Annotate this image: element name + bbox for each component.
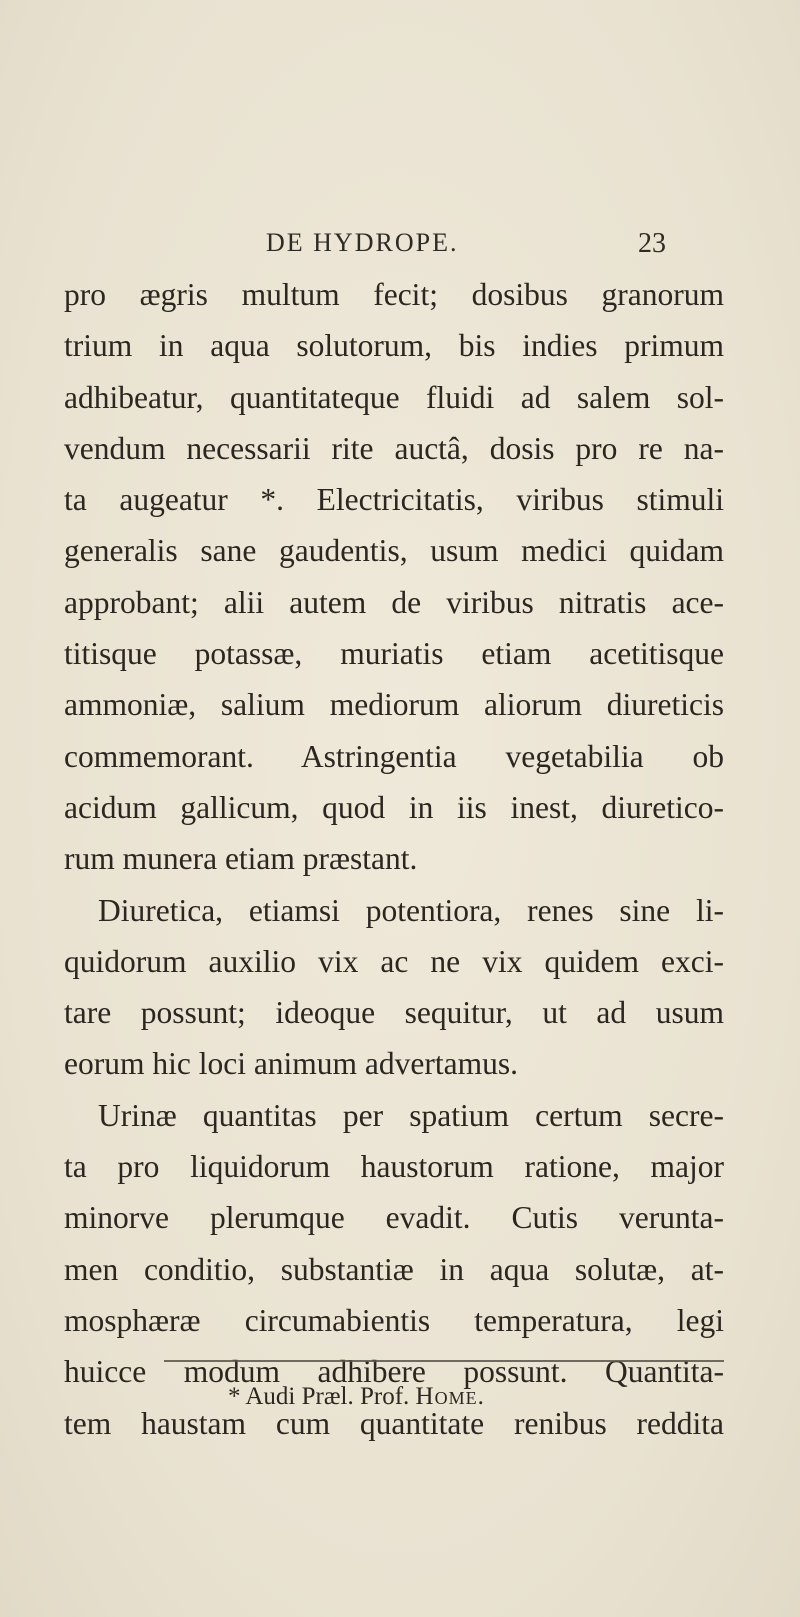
text-line: adhibeatur, quantitateque fluidi ad salem sol- bbox=[64, 379, 724, 415]
text-line: ta augeatur *. Electricitatis, viribus stimuli bbox=[64, 482, 724, 518]
text-line: ammoniæ, salium mediorum aliorum diureticis bbox=[64, 687, 724, 723]
text-line: vendum necessarii rite auctâ, dosis pro re na- bbox=[64, 430, 724, 466]
body-text bbox=[64, 269, 724, 1449]
text-line: tem haustam cum quantitate renibus reddita bbox=[64, 1405, 724, 1441]
text-line: ta pro liquidorum haustorum ratione, major bbox=[64, 1149, 724, 1185]
footnote-rule bbox=[164, 1360, 724, 1362]
footnote bbox=[228, 1383, 485, 1411]
paragraph-start-line: Diuretica, etiamsi potentiora, renes sine li- bbox=[98, 892, 724, 928]
text-line: quidorum auxilio vix ac ne vix quidem exci- bbox=[64, 943, 724, 979]
text-line: titisque potassæ, muriatis etiam acetitisque bbox=[64, 636, 724, 672]
page-number: 23 bbox=[638, 228, 666, 259]
text-line: eorum hic loci animum advertamus. bbox=[64, 1046, 518, 1082]
text-line: trium in aqua solutorum, bis indies primum bbox=[64, 328, 724, 364]
text-line: huicce modum adhibere possunt. Quantita- bbox=[64, 1354, 724, 1390]
text-line: pro ægris multum fecit; dosibus granorum bbox=[64, 277, 724, 312]
paragraph-start-line: Urinæ quantitas per spatium certum secre- bbox=[98, 1097, 724, 1133]
text-line: minorve plerumque evadit. Cutis verunta- bbox=[64, 1200, 724, 1236]
text-line: tare possunt; ideoque sequitur, ut ad usum bbox=[64, 995, 724, 1031]
running-title: DE HYDROPE. bbox=[266, 228, 459, 257]
text-line: approbant; alii autem de viribus nitratis ace- bbox=[64, 584, 724, 620]
text-line: rum munera etiam præstant. bbox=[64, 841, 418, 877]
footnote-text: * Audi Præl. Prof. bbox=[228, 1383, 416, 1410]
text-line: acidum gallicum, quod in iis inest, diuretico- bbox=[64, 789, 724, 825]
text-line: mosphæræ circumabientis temperatura, legi bbox=[64, 1302, 724, 1338]
footnote-author: Home. bbox=[415, 1383, 485, 1410]
page-header bbox=[0, 228, 800, 268]
text-line: generalis sane gaudentis, usum medici quidam bbox=[64, 533, 724, 569]
text-line: commemorant. Astringentia vegetabilia ob bbox=[64, 738, 724, 774]
text-line: men conditio, substantiæ in aqua solutæ, at- bbox=[64, 1251, 724, 1287]
